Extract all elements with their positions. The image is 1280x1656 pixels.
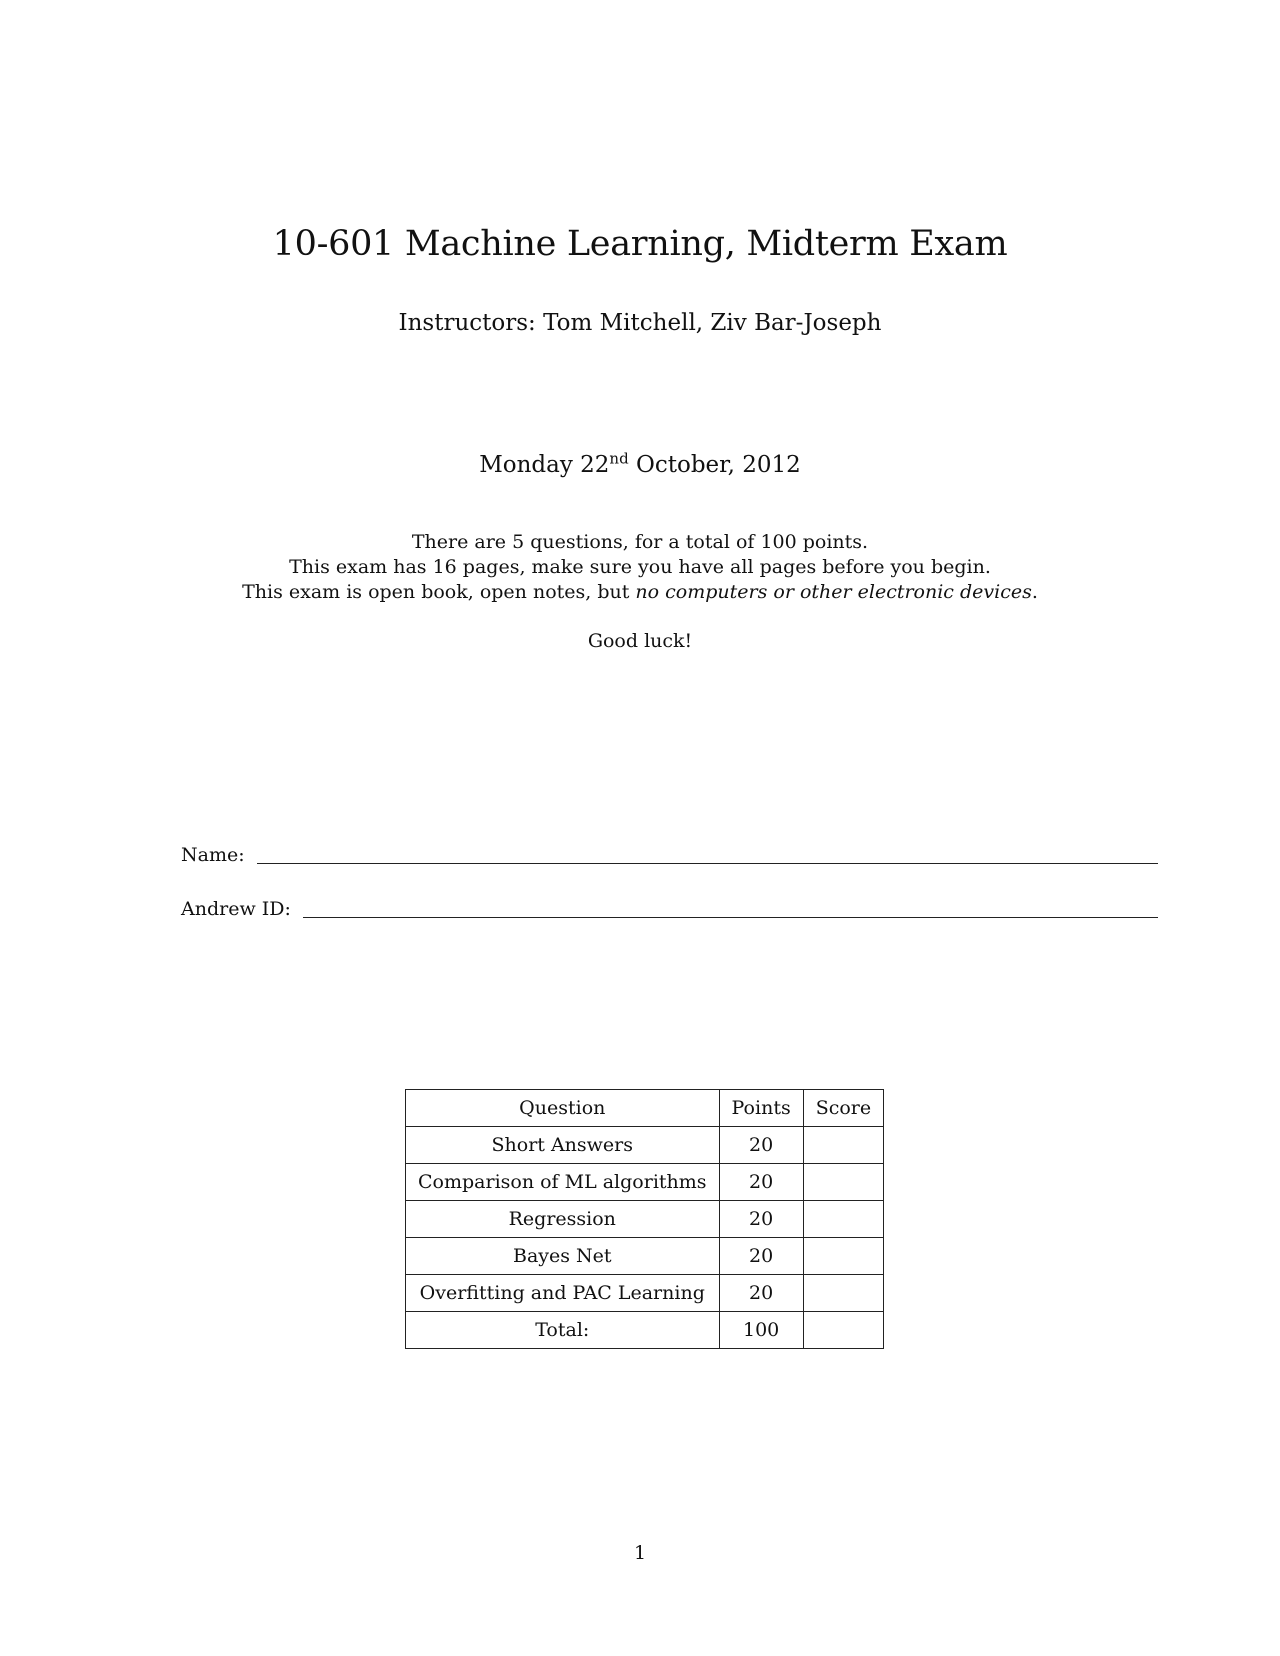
name-field [181,843,1158,868]
date-prefix: Monday 22 [479,452,610,478]
table-row [406,1127,884,1164]
points-cell: 20 [719,1275,803,1312]
score-cell[interactable] [803,1275,883,1312]
points-cell: 20 [719,1201,803,1238]
instruction-pages: This exam has 16 pages, make sure you have all pages before you begin. [289,556,991,578]
andrew-id-field [181,897,1158,922]
date-suffix: October, 2012 [628,452,801,478]
score-cell[interactable] [803,1238,883,1275]
name-label: Name: [181,844,245,866]
points-cell: 20 [719,1238,803,1275]
question-cell: Short Answers [406,1127,720,1164]
score-cell[interactable] [803,1127,883,1164]
question-cell: Overfitting and PAC Learning [406,1275,720,1312]
exam-date [0,450,1280,480]
name-blank-line[interactable] [257,862,1158,864]
andrew-id-label: Andrew ID: [181,898,291,920]
score-cell[interactable] [803,1201,883,1238]
good-luck-text: Good luck! [587,630,693,652]
instruction-questions: There are 5 questions, for a total of 100 points. [411,531,869,553]
exam-title: 10-601 Machine Learning, Midterm Exam [272,224,1008,264]
question-cell: Bayes Net [406,1238,720,1275]
instruction-materials [0,580,1280,605]
question-cell: Comparison of ML algorithms [406,1164,720,1201]
table-row [406,1201,884,1238]
points-cell: 20 [719,1164,803,1201]
question-cell: Regression [406,1201,720,1238]
header-points: Points [719,1090,803,1127]
date-ordinal-suffix: nd [609,449,629,468]
page-number: 1 [633,1542,647,1564]
instruction-materials-emphasis: no computers or other electronic devices [635,581,1032,603]
score-table [405,1089,884,1349]
points-cell: 20 [719,1127,803,1164]
total-label-cell: Total: [406,1312,720,1349]
total-points-cell: 100 [719,1312,803,1349]
instruction-materials-end: . [1031,581,1038,603]
total-score-cell[interactable] [803,1312,883,1349]
instructors-line: Instructors: Tom Mitchell, Ziv Bar-Joseph [398,310,882,336]
instruction-materials-text: This exam is open book, open notes, but [242,581,636,603]
andrew-id-blank-line[interactable] [303,916,1158,918]
table-header-row [406,1090,884,1127]
table-row [406,1275,884,1312]
table-row [406,1164,884,1201]
exam-instructions [0,530,1280,605]
table-total-row [406,1312,884,1349]
header-question: Question [406,1090,720,1127]
header-score: Score [803,1090,883,1127]
table-row [406,1238,884,1275]
score-cell[interactable] [803,1164,883,1201]
